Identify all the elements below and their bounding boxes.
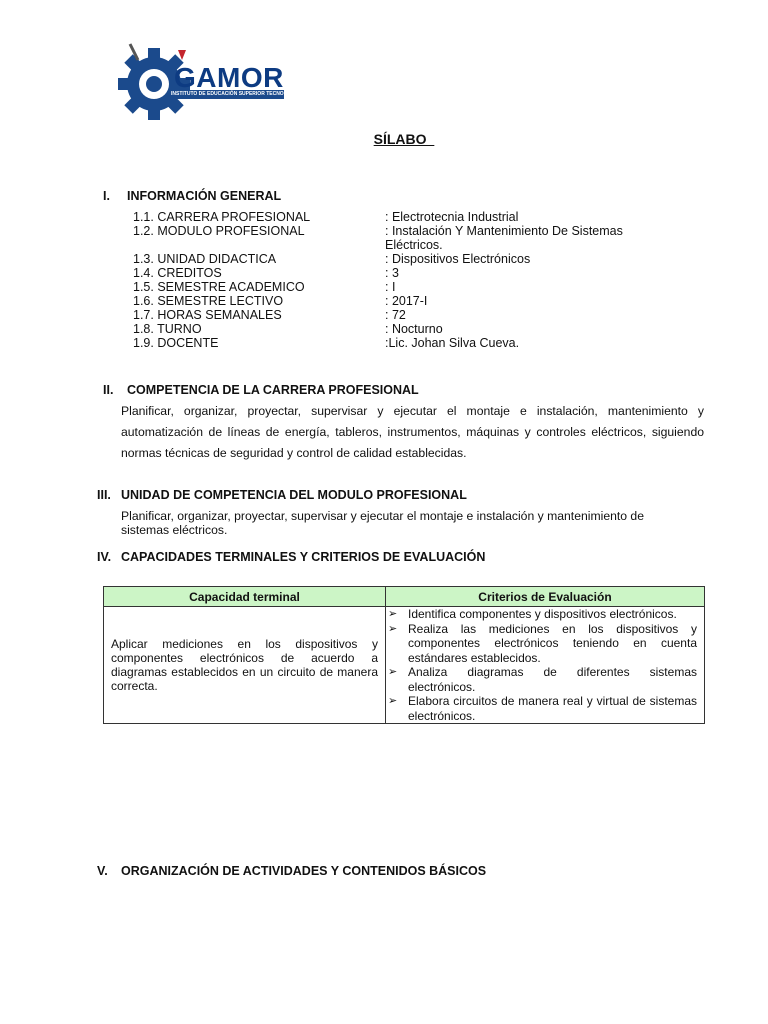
- logo-tagline: INSTITUTO DE EDUCACIÓN SUPERIOR TECNOLÓGICO: [171, 91, 304, 97]
- info-value: : 2017-I: [385, 294, 428, 309]
- info-label: 1.8. TURNO: [133, 322, 202, 337]
- section-title: COMPETENCIA DE LA CARRERA PROFESIONAL: [127, 383, 419, 397]
- info-label: 1.4. CREDITOS: [133, 266, 222, 281]
- criterion-text: Realiza las mediciones en los dispositivos y componentes electrónicos teniendo en cuenta estándares establecidos.: [408, 621, 697, 665]
- info-value: : Dispositivos Electrónicos: [385, 252, 531, 267]
- table-row: [104, 607, 705, 724]
- section-title: ORGANIZACIÓN DE ACTIVIDADES Y CONTENIDOS BÁSICOS: [121, 864, 487, 878]
- info-value: : 72: [385, 308, 406, 323]
- criterion-text: Analiza diagramas de diferentes sistemas electrónicos.: [408, 665, 697, 694]
- info-label: 1.2. MODULO PROFESIONAL: [133, 224, 305, 239]
- list-item: [386, 607, 697, 622]
- info-value: : Instalación Y Mantenimiento De Sistemas: [385, 224, 623, 239]
- section-5-heading: [97, 864, 486, 878]
- section-title: UNIDAD DE COMPETENCIA DEL MODULO PROFESIONAL: [121, 488, 467, 502]
- info-row: [133, 252, 653, 266]
- arrow-bullet-icon: ➢: [388, 695, 398, 707]
- arrow-bullet-icon: ➢: [388, 622, 398, 635]
- arrow-bullet-icon: ➢: [388, 608, 398, 620]
- criterion-text: Elabora circuitos de manera real y virtual de sistemas electrónicos.: [408, 694, 697, 723]
- info-row: [133, 238, 653, 252]
- info-value: : Nocturno: [385, 322, 443, 337]
- general-info-list: [133, 210, 653, 352]
- criteria-list: [386, 607, 697, 723]
- table-header-row: [104, 587, 705, 607]
- info-value: : 3: [385, 266, 399, 281]
- info-row: [133, 224, 653, 238]
- info-value: Eléctricos.: [385, 238, 443, 253]
- info-label: 1.1. CARRERA PROFESIONAL: [133, 210, 311, 224]
- list-item: [386, 665, 697, 694]
- info-row: [133, 308, 653, 322]
- table-header-cell: Criterios de Evaluación: [386, 587, 705, 607]
- institute-logo: [116, 40, 304, 122]
- info-label: 1.5. SEMESTRE ACADEMICO: [133, 280, 305, 295]
- arrow-bullet-icon: ➢: [388, 666, 398, 678]
- section-number: II.: [103, 383, 114, 397]
- info-row: [133, 294, 653, 308]
- section-1-heading: [103, 189, 281, 203]
- section-number: I.: [103, 189, 110, 203]
- info-label: 1.6. SEMESTRE LECTIVO: [133, 294, 284, 309]
- page-title: SÍLABO: [373, 131, 435, 147]
- info-label: 1.7. HORAS SEMANALES: [133, 308, 282, 323]
- career-competence-text: Planificar, organizar, proyectar, supervisar y ejecutar el montaje e instalación, mantenimiento y automatización de líneas de energía, tableros, instrumentos, máquinas y controles eléctricos, siguiendo normas técnicas de seguridad y control de calidad establecidas.: [121, 404, 704, 460]
- criteria-cell: [386, 607, 705, 724]
- table-header-cell: Capacidad terminal: [104, 587, 386, 607]
- info-row: [133, 266, 653, 280]
- section-3-heading: [97, 488, 467, 502]
- info-value: :Lic. Johan Silva Cueva.: [385, 336, 520, 351]
- section-4-heading: [97, 550, 485, 564]
- capacity-cell: Aplicar mediciones en los dispositivos y componentes electrónicos de acuerdo a diagramas establecidos en un circuito de manera correcta.: [104, 607, 386, 724]
- info-label: 1.9. DOCENTE: [133, 336, 219, 351]
- info-label: 1.3. UNIDAD DIDACTICA: [133, 252, 277, 267]
- info-row: [133, 210, 653, 224]
- section-title: INFORMACIÓN GENERAL: [127, 189, 282, 203]
- list-item: [386, 694, 697, 723]
- info-row: [133, 336, 653, 350]
- criterion-text: Identifica componentes y dispositivos electrónicos.: [408, 607, 677, 621]
- capacities-table: [103, 586, 705, 724]
- logo-brand-text: GAMOR: [174, 62, 284, 93]
- section-number: IV.: [97, 550, 112, 564]
- info-row: [133, 322, 653, 336]
- module-competence-text: Planificar, organizar, proyectar, supervisar y ejecutar el montaje e instalación y mantenimiento de sistemas eléctricos.: [121, 509, 644, 537]
- list-item: [386, 622, 697, 666]
- info-value: : Electrotecnia Industrial: [385, 210, 519, 224]
- section-title: CAPACIDADES TERMINALES Y CRITERIOS DE EVALUACIÓN: [121, 550, 486, 564]
- section-number: III.: [97, 488, 111, 502]
- section-2-heading: [103, 383, 419, 397]
- section-number: V.: [97, 864, 108, 878]
- info-row: [133, 280, 653, 294]
- info-value: : I: [385, 280, 396, 295]
